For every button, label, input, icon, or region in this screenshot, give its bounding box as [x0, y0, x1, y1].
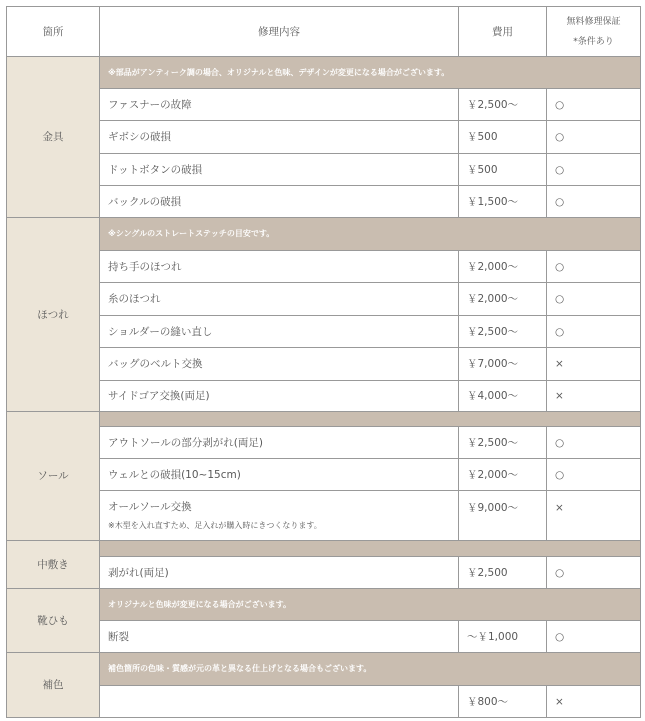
repair-item-name: オールソール交換 — [108, 501, 192, 513]
warranty-mark: ○ — [547, 89, 641, 121]
repair-item-name: 持ち手のほつれ — [100, 251, 459, 283]
repair-item-name: バッグのベルト交換 — [100, 348, 459, 381]
repair-item — [100, 491, 459, 541]
repair-item-name: ファスナーの故障 — [100, 89, 459, 121]
repair-cost: ￥500 — [459, 154, 547, 186]
section-note: オリジナルと色味が変更になる場合がございます。 — [100, 589, 641, 621]
section-header-band — [100, 412, 641, 427]
repair-cost: ￥500 — [459, 121, 547, 154]
section-note: ※部品がアンティーク調の場合、オリジナルと色味、デザインが変更になる場合がございます。 — [100, 57, 641, 89]
warranty-mark: × — [547, 381, 641, 412]
section-note: 補色箇所の色味・質感が元の革と異なる仕上げとなる場合もございます。 — [100, 653, 641, 686]
repair-item-name: ショルダーの縫い直し — [100, 316, 459, 348]
section-label-metal-fittings: 金具 — [7, 57, 100, 218]
repair-cost: 〜￥1,000 — [459, 621, 547, 653]
repair-item-name: ウェルとの破損(10~15cm) — [100, 459, 459, 491]
repair-cost: ￥2,500〜 — [459, 427, 547, 459]
section-label-color-touchup: 補色 — [7, 653, 100, 718]
section-label-fraying: ほつれ — [7, 218, 100, 412]
warranty-mark: ○ — [547, 316, 641, 348]
repair-cost: ￥2,000〜 — [459, 459, 547, 491]
header-location: 箇所 — [7, 7, 100, 57]
repair-item-note: ※木型を入れ直すため、足入れが購入時にきつくなります。 — [108, 521, 322, 530]
repair-cost: ￥2,500〜 — [459, 316, 547, 348]
repair-cost: ￥7,000〜 — [459, 348, 547, 381]
repair-item-name: バックルの破損 — [100, 186, 459, 218]
repair-item-name: 断裂 — [100, 621, 459, 653]
repair-cost: ￥800〜 — [459, 686, 547, 718]
repair-item-name: サイドゴア交換(両足) — [100, 381, 459, 412]
warranty-mark: ○ — [547, 557, 641, 589]
warranty-mark: ○ — [547, 427, 641, 459]
repair-item-name: ドットボタンの破損 — [100, 154, 459, 186]
repair-cost: ￥9,000〜 — [459, 491, 547, 541]
warranty-condition: *条件あり — [573, 36, 614, 47]
warranty-mark: ○ — [547, 459, 641, 491]
warranty-mark: ○ — [547, 121, 641, 154]
repair-item-name: 剥がれ(両足) — [100, 557, 459, 589]
repair-cost: ￥2,500 — [459, 557, 547, 589]
repair-item-name: ギボシの破損 — [100, 121, 459, 154]
repair-price-table — [6, 6, 641, 718]
warranty-mark: ○ — [547, 621, 641, 653]
section-label-shoelace: 靴ひも — [7, 589, 100, 653]
repair-item-name: アウトソールの部分剥がれ(両足) — [100, 427, 459, 459]
warranty-mark: ○ — [547, 251, 641, 283]
warranty-mark: ○ — [547, 154, 641, 186]
header-repair-content: 修理内容 — [100, 7, 459, 57]
warranty-mark: × — [547, 348, 641, 381]
section-label-sole: ソール — [7, 412, 100, 541]
warranty-mark: ○ — [547, 186, 641, 218]
header-warranty — [547, 7, 641, 57]
section-note: ※シングルのストレートステッチの目安です。 — [100, 218, 641, 251]
repair-cost: ￥2,000〜 — [459, 251, 547, 283]
repair-item-name — [100, 686, 459, 718]
section-label-insole: 中敷き — [7, 541, 100, 589]
repair-cost: ￥2,000〜 — [459, 283, 547, 316]
repair-cost: ￥2,500〜 — [459, 89, 547, 121]
warranty-mark: × — [547, 491, 641, 541]
header-cost: 費用 — [459, 7, 547, 57]
repair-cost: ￥4,000〜 — [459, 381, 547, 412]
warranty-label: 無料修理保証 — [566, 16, 621, 27]
warranty-mark: × — [547, 686, 641, 718]
repair-cost: ￥1,500〜 — [459, 186, 547, 218]
section-header-band — [100, 541, 641, 557]
warranty-mark: ○ — [547, 283, 641, 316]
repair-item-name: 糸のほつれ — [100, 283, 459, 316]
